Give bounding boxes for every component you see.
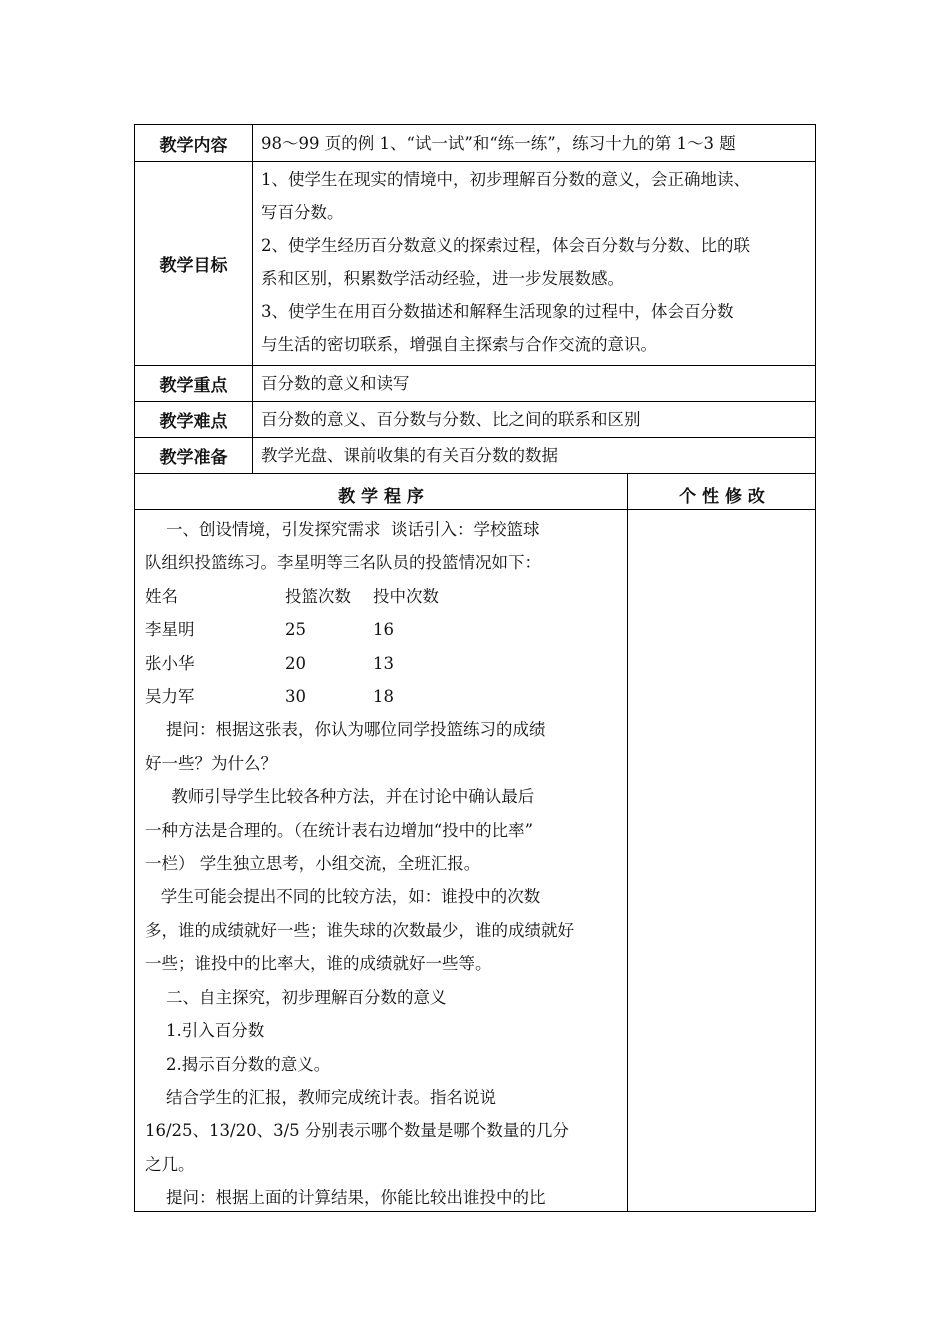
stats-table-row bbox=[145, 680, 625, 713]
procedure-body bbox=[145, 513, 625, 1215]
objectives-value bbox=[261, 163, 811, 361]
label-preparation: 教学准备 bbox=[159, 447, 228, 468]
objective-line: 1、使学生在现实的情境中，初步理解百分数的意义，会正确地读、 bbox=[261, 170, 750, 189]
objective-line: 与生活的密切联系，增强自主探索与合作交流的意识。 bbox=[261, 335, 657, 354]
body-line: 提问：根据这张表，你认为哪位同学投篮练习的成绩 bbox=[145, 720, 546, 740]
label-key-points: 教学重点 bbox=[159, 375, 228, 396]
objective-line: 系和区别，积累数学活动经验，进一步发展数感。 bbox=[261, 269, 624, 288]
body-line: 多，谁的成绩就好一些；谁失球的次数最少，谁的成绩就好 bbox=[145, 920, 574, 940]
label-difficulties: 教学难点 bbox=[159, 411, 228, 432]
cell-hits: 16 bbox=[373, 620, 394, 640]
body-line: 之几。 bbox=[145, 1154, 195, 1174]
content-value: 98～99 页的例 1、“试一试”和“练一练”，练习十九的第 1～3 题 bbox=[261, 134, 736, 153]
body-line: 教师引导学生比较各种方法，并在讨论中确认最后 bbox=[145, 787, 535, 807]
objective-line: 写百分数。 bbox=[261, 203, 344, 222]
stats-table-row bbox=[145, 647, 625, 680]
header-shots: 投篮次数 bbox=[285, 586, 351, 606]
difficulties-value: 百分数的意义、百分数与分数、比之间的联系和区别 bbox=[261, 410, 641, 429]
body-line: 一、创设情境，引发探究需求 谈话引入：学校篮球 bbox=[145, 520, 540, 539]
cell-hits: 18 bbox=[373, 687, 394, 707]
column-divider bbox=[252, 125, 253, 474]
label-content: 教学内容 bbox=[159, 135, 228, 156]
cell-hits: 13 bbox=[373, 653, 394, 673]
body-line: 好一些？为什么？ bbox=[145, 753, 277, 773]
body-line: 16/25、13/20、3/5 分别表示哪个数量是哪个数量的几分 bbox=[145, 1121, 569, 1141]
revision-header: 个 性 修 改 bbox=[679, 486, 765, 507]
header-hits: 投中次数 bbox=[373, 586, 439, 606]
body-line: 二、自主探究，初步理解百分数的意义 bbox=[145, 987, 447, 1007]
objective-line: 2、使学生经历百分数意义的探索过程，体会百分数与分数、比的联 bbox=[261, 236, 750, 255]
cell-shots: 25 bbox=[285, 620, 306, 640]
objective-line: 3、使学生在用百分数描述和解释生活现象的过程中，体会百分数 bbox=[261, 302, 734, 321]
row-divider bbox=[135, 473, 815, 474]
header-name: 姓名 bbox=[145, 586, 178, 606]
body-line: 队组织投篮练习。李星明等三名队员的投篮情况如下： bbox=[145, 553, 541, 573]
body-line: 一种方法是合理的。（在统计表右边增加“投中的比率” bbox=[145, 820, 534, 840]
cell-name: 吴力军 bbox=[145, 687, 195, 707]
body-line: 2.揭示百分数的意义。 bbox=[145, 1054, 331, 1074]
body-line: 1.引入百分数 bbox=[145, 1021, 265, 1041]
stats-table-header bbox=[145, 580, 625, 613]
cell-name: 张小华 bbox=[145, 653, 195, 673]
column-divider bbox=[627, 473, 628, 1211]
key-points-value: 百分数的意义和读写 bbox=[261, 374, 410, 393]
preparation-value: 教学光盘、课前收集的有关百分数的数据 bbox=[261, 446, 558, 465]
cell-name: 李星明 bbox=[145, 620, 195, 640]
label-objectives: 教学目标 bbox=[159, 255, 228, 276]
cell-shots: 20 bbox=[285, 653, 306, 673]
procedure-header: 教 学 程 序 bbox=[338, 486, 424, 507]
body-line: 提问：根据上面的计算结果，你能比较出谁投中的比 bbox=[145, 1188, 546, 1208]
lesson-plan-table bbox=[134, 124, 816, 1212]
cell-shots: 30 bbox=[285, 687, 306, 707]
body-line: 一些；谁投中的比率大，谁的成绩就好一些等。 bbox=[145, 954, 492, 974]
body-line: 学生可能会提出不同的比较方法，如：谁投中的次数 bbox=[145, 887, 541, 907]
body-line: 一栏） 学生独立思考，小组交流，全班汇报。 bbox=[145, 854, 481, 874]
stats-table-row bbox=[145, 613, 625, 646]
body-line: 结合学生的汇报，教师完成统计表。指名说说 bbox=[145, 1087, 496, 1107]
